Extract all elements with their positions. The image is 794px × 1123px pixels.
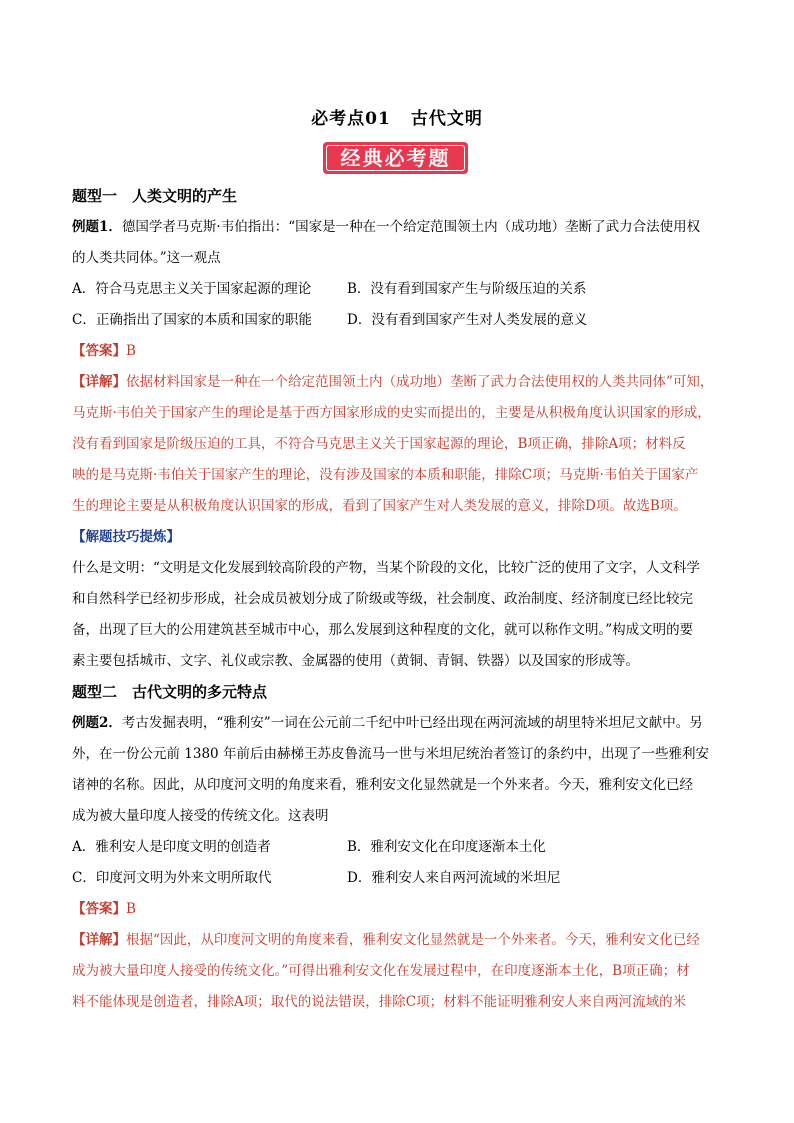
- title-topic: 古代文明: [410, 109, 483, 129]
- detail-line: 映的是马克斯·韦伯关于国家产生的理论，没有涉及国家的本质和职能，排除C项；马克斯·韦伯关于国家产: [72, 467, 699, 483]
- example-label: 例题2．: [72, 715, 122, 731]
- question-line: 诸神的名称。因此，从印度河文明的角度来看，雅利安文化显然就是一个外来者。今天，雅利安文化已经: [72, 777, 693, 793]
- classic-questions-banner: [323, 142, 468, 174]
- answer-line: [72, 336, 724, 367]
- title-code: 必考点01: [311, 109, 391, 129]
- section-heading-1: 题型一 人类文明的产生: [72, 187, 238, 205]
- document-body: [72, 181, 724, 1018]
- answer-tag: 【答案】: [72, 901, 126, 917]
- detail-line: 马克斯·韦伯关于国家产生的理论是基于西方国家形成的史实而提出的，主要是从积极角度认识国家的形成，: [72, 405, 711, 421]
- page-title: [0, 104, 794, 129]
- option-d: D．雅利安人来自两河流域的米坦尼: [347, 870, 561, 886]
- option-b: B．没有看到国家产生与阶级压迫的关系: [347, 281, 587, 297]
- detail-line: [72, 367, 724, 398]
- question-text: 考古发掘表明，“雅利安”一词在公元前二千纪中叶已经出现在两河流域的胡里特米坦尼文献中。另: [121, 715, 703, 731]
- options-row: [72, 832, 724, 863]
- option-c: C．正确指出了国家的本质和国家的职能: [72, 312, 312, 328]
- answer-tag: 【答案】: [72, 343, 126, 359]
- options-row: [72, 863, 724, 894]
- answer-line: [72, 894, 724, 925]
- detail-text: 根据“因此，从印度河文明的角度来看，雅利安文化显然就是一个外来者。今天，雅利安文化已经: [126, 932, 700, 948]
- detail-tag: 【详解】: [72, 932, 126, 948]
- question-line: [72, 212, 724, 243]
- section-heading-2: 题型二 古代文明的多元特点: [72, 683, 268, 701]
- question-text: 德国学者马克斯·韦伯指出：“国家是一种在一个给定范围领土内（成功地）垄断了武力合法使用权: [121, 219, 701, 235]
- question-line: 外，在一份公元前 1380 年前后由赫梯王苏皮鲁流马一世与米坦尼统治者签订的条约中，出现了一些雅利安: [72, 746, 709, 762]
- options-row: [72, 305, 724, 336]
- tips-line: 备，出现了巨大的公用建筑甚至城市中心，那么发展到这种程度的文化，就可以称作文明。”构成文明的要: [72, 622, 694, 638]
- option-a: A．符合马克思主义关于国家起源的理论: [72, 281, 312, 297]
- option-b: B．雅利安文化在印度逐渐本土化: [347, 839, 546, 855]
- detail-line: 生的理论主要是从积极角度认识国家的形成，看到了国家产生对人类发展的意义，排除D项。故选B项。: [72, 498, 687, 514]
- detail-line: [72, 925, 724, 956]
- option-a: A．雅利安人是印度文明的创造者: [72, 839, 271, 855]
- question-line: [72, 708, 724, 739]
- options-row: [72, 274, 724, 305]
- detail-tag: 【详解】: [72, 374, 126, 390]
- detail-line: 没有看到国家是阶级压迫的工具，不符合马克思主义关于国家起源的理论，B项正确，排除A项；材料反: [72, 436, 686, 452]
- tips-line: 素主要包括城市、文字、礼仪或宗教、金属器的使用（黄铜、青铜、铁器）以及国家的形成等。: [72, 653, 639, 669]
- detail-text: 依据材料国家是一种在一个给定范围领土内（成功地）垄断了武力合法使用权的人类共同体”可知，: [126, 374, 714, 390]
- example-label: 例题1．: [72, 219, 122, 235]
- tips-tag: 【解题技巧提炼】: [72, 529, 180, 545]
- answer-value: B: [126, 901, 136, 917]
- option-d: D．没有看到国家产生对人类发展的意义: [347, 312, 588, 328]
- detail-line: 成为被大量印度人接受的传统文化。”可得出雅利安文化在发展过程中，在印度逐渐本土化，B项正确；材: [72, 963, 690, 979]
- answer-value: B: [126, 343, 136, 359]
- detail-line: 料不能体现是创造者，排除A项；取代的说法错误，排除C项；材料不能证明雅利安人来自两河流域的米: [72, 994, 687, 1010]
- banner-label: 经典必考题: [340, 146, 451, 170]
- tips-line: 什么是文明：“文明是文化发展到较高阶段的产物，当某个阶段的文化，比较广泛的使用了文字，人文科学: [72, 560, 700, 576]
- tips-line: 和自然科学已经初步形成，社会成员被划分成了阶级或等级，社会制度、政治制度、经济制度已经比较完: [72, 591, 693, 607]
- option-c: C．印度河文明为外来文明所取代: [72, 870, 272, 886]
- question-line: 的人类共同体。”这一观点: [72, 250, 221, 266]
- question-line: 成为被大量印度人接受的传统文化。这表明: [72, 808, 329, 824]
